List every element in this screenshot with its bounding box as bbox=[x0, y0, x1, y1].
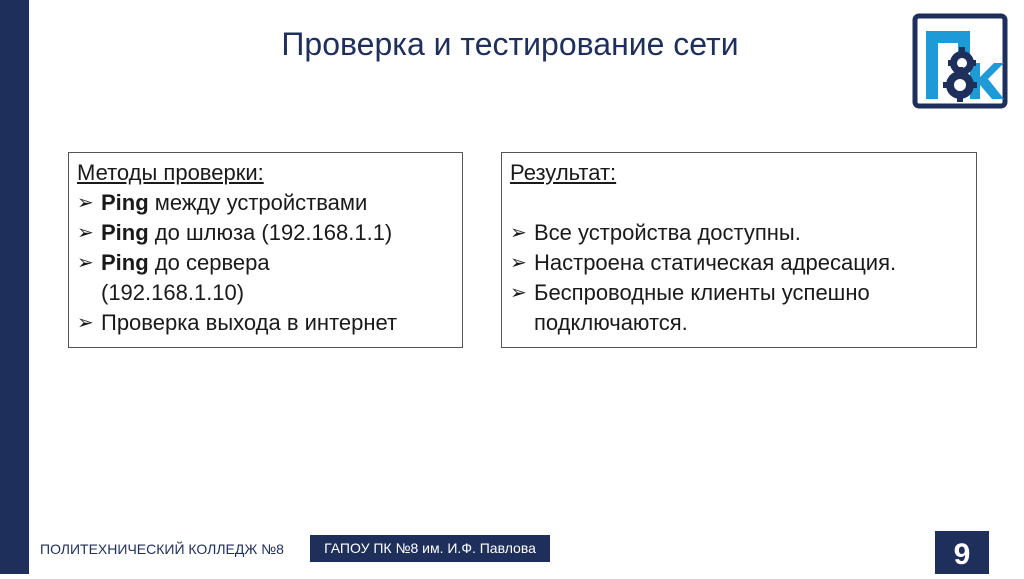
result-box bbox=[501, 152, 977, 348]
arrow-bullet-icon: ➢ bbox=[77, 312, 94, 334]
list-item bbox=[77, 308, 454, 338]
list-item bbox=[77, 218, 454, 248]
arrow-bullet-icon: ➢ bbox=[77, 252, 94, 274]
arrow-bullet-icon: ➢ bbox=[77, 192, 94, 214]
list-item bbox=[510, 248, 968, 278]
footer-college-name: ПОЛИТЕХНИЧЕСКИЙ КОЛЛЕДЖ №8 bbox=[40, 541, 284, 557]
list-item bbox=[510, 278, 968, 338]
spacer bbox=[510, 188, 968, 218]
arrow-bullet-icon: ➢ bbox=[510, 222, 527, 244]
arrow-bullet-icon: ➢ bbox=[510, 252, 527, 274]
item-text: между устройствами bbox=[148, 190, 368, 215]
item-text: Все устройства доступны. bbox=[534, 220, 801, 245]
item-text: до шлюза (192.168.1.1) bbox=[148, 220, 393, 245]
college-logo bbox=[912, 13, 1008, 109]
item-text: Проверка выхода в интернет bbox=[101, 310, 398, 335]
left-accent-bar bbox=[0, 0, 29, 574]
result-heading: Результат: bbox=[510, 160, 617, 185]
arrow-bullet-icon: ➢ bbox=[77, 222, 94, 244]
list-item bbox=[77, 248, 454, 308]
footer-badge: ГАПОУ ПК №8 им. И.Ф. Павлова bbox=[310, 535, 550, 562]
list-item bbox=[510, 218, 968, 248]
item-bold: Ping bbox=[101, 220, 149, 245]
page-number: 9 bbox=[935, 531, 989, 574]
item-text-continued: (192.168.1.10) bbox=[101, 280, 245, 305]
item-text: Настроена статическая адресация. bbox=[534, 250, 897, 275]
list-item bbox=[77, 188, 454, 218]
arrow-bullet-icon: ➢ bbox=[510, 282, 527, 304]
result-list bbox=[510, 218, 968, 338]
item-bold: Ping bbox=[101, 190, 149, 215]
methods-list bbox=[77, 188, 454, 338]
item-text: до сервера bbox=[148, 250, 270, 275]
methods-box bbox=[68, 152, 463, 348]
methods-heading: Методы проверки: bbox=[77, 160, 264, 185]
slide-title: Проверка и тестирование сети bbox=[281, 26, 739, 62]
item-text: Беспроводные клиенты успешно bbox=[534, 280, 870, 305]
item-bold: Ping bbox=[101, 250, 149, 275]
item-text-continued: подключаются. bbox=[534, 310, 688, 335]
